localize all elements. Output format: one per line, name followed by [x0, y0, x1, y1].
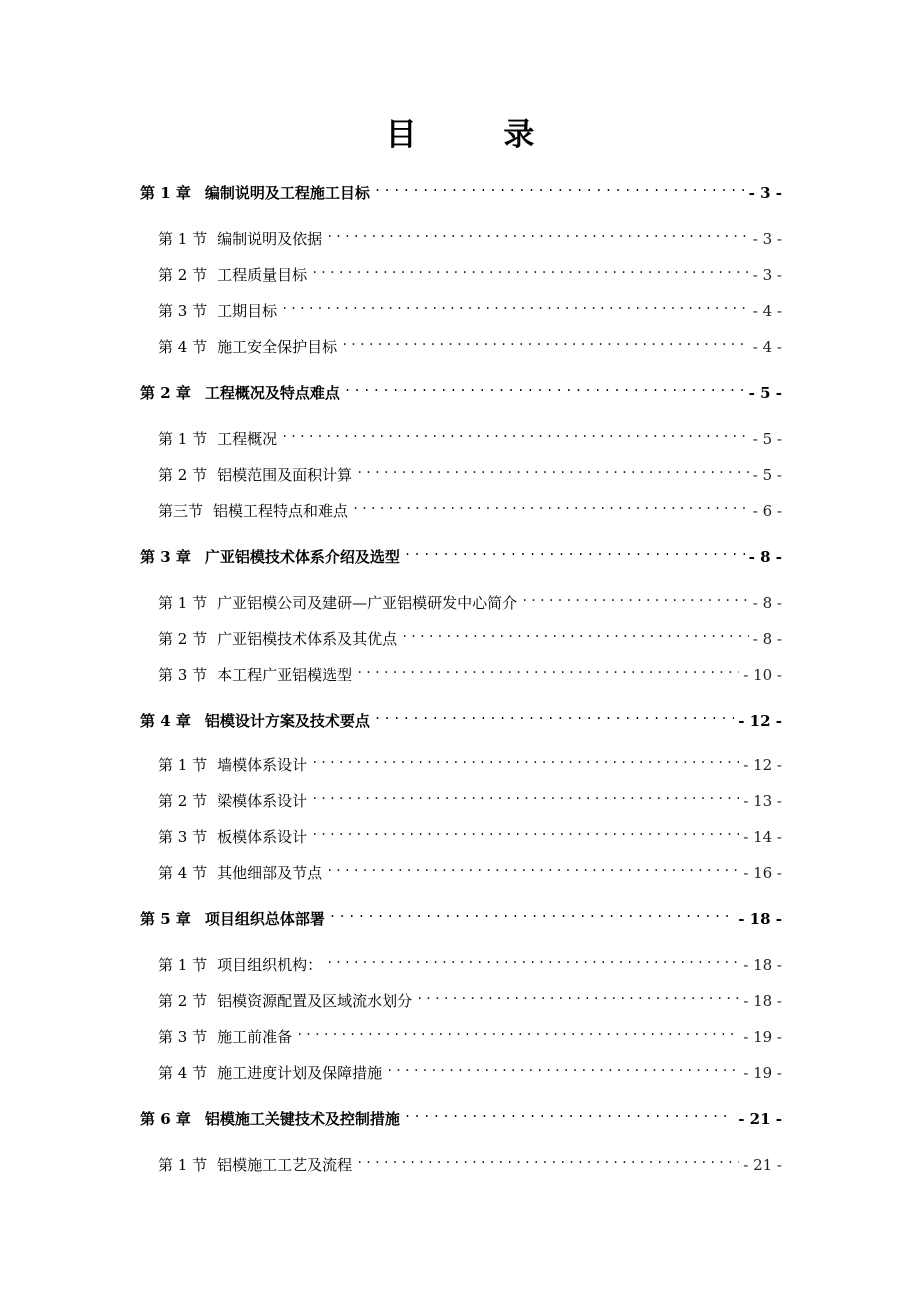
- section-number: 第 1 节: [158, 430, 208, 448]
- dot-leader: [329, 902, 734, 924]
- section-number: 第三节: [158, 502, 204, 520]
- section-number: 第 2 节: [158, 266, 208, 284]
- chapter-title: 广亚铝模技术体系介绍及选型: [204, 548, 400, 566]
- section-title: 施工安全保护目标: [217, 338, 338, 356]
- chapter-title: 项目组织总体部署: [204, 910, 325, 928]
- dot-leader: [281, 422, 749, 444]
- dot-leader: [404, 1102, 734, 1124]
- section-title: 本工程广亚铝模选型: [217, 666, 353, 684]
- page-number: - 6 -: [752, 502, 782, 520]
- section-title: 编制说明及依据: [217, 230, 323, 248]
- section-title: 工程概况: [217, 430, 278, 448]
- page-number: - 8 -: [752, 594, 782, 612]
- section-title: 梁模体系设计: [217, 792, 308, 810]
- dot-leader: [356, 1148, 739, 1170]
- page-number: - 3 -: [748, 184, 782, 202]
- dot-leader: [356, 658, 739, 680]
- section-title: 板模体系设计: [217, 828, 308, 846]
- chapter-number: 第 5 章: [140, 910, 191, 928]
- toc-section-entry[interactable]: [158, 586, 782, 612]
- section-number: 第 4 节: [158, 338, 208, 356]
- chapter-number: 第 1 章: [140, 184, 191, 202]
- page-number: - 3 -: [752, 230, 782, 248]
- toc-chapter-entry[interactable]: [140, 176, 782, 202]
- chapter-number: 第 4 章: [140, 712, 191, 730]
- toc-section-entry[interactable]: [158, 1148, 782, 1174]
- chapter-number: 第 3 章: [140, 548, 191, 566]
- dot-leader: [341, 330, 749, 352]
- toc-section-entry[interactable]: [158, 494, 782, 520]
- dot-leader: [326, 948, 739, 970]
- section-title: 项目组织机构：: [217, 956, 323, 974]
- toc-section-entry[interactable]: [158, 1020, 782, 1046]
- dot-leader: [374, 176, 745, 198]
- dot-leader: [344, 376, 745, 398]
- section-number: 第 3 节: [158, 1028, 208, 1046]
- page-number: - 19 -: [743, 1064, 782, 1082]
- dot-leader: [416, 984, 739, 1006]
- toc-chapter-entry[interactable]: [140, 902, 782, 928]
- dot-leader: [281, 294, 749, 316]
- section-title: 其他细部及节点: [217, 864, 323, 882]
- page-number: - 18 -: [743, 992, 782, 1010]
- toc-section-entry[interactable]: [158, 820, 782, 846]
- section-number: 第 3 节: [158, 666, 208, 684]
- dot-leader: [311, 820, 739, 842]
- page-number: - 19 -: [743, 1028, 782, 1046]
- dot-leader: [352, 494, 749, 516]
- section-number: 第 1 节: [158, 594, 208, 612]
- toc-section-entry[interactable]: [158, 458, 782, 484]
- section-number: 第 3 节: [158, 828, 208, 846]
- dot-leader: [311, 748, 739, 770]
- dot-leader: [326, 856, 739, 878]
- page-number: - 21 -: [738, 1110, 782, 1128]
- page-number: - 4 -: [752, 338, 782, 356]
- toc-chapter-entry[interactable]: [140, 376, 782, 402]
- section-title: 广亚铝模技术体系及其优点: [217, 630, 398, 648]
- toc-section-entry[interactable]: [158, 748, 782, 774]
- dot-leader: [521, 586, 749, 608]
- section-title: 工程质量目标: [217, 266, 308, 284]
- section-number: 第 1 节: [158, 756, 208, 774]
- section-number: 第 2 节: [158, 992, 208, 1010]
- section-title: 墙模体系设计: [217, 756, 308, 774]
- page-number: - 18 -: [738, 910, 782, 928]
- toc-section-entry[interactable]: [158, 330, 782, 356]
- toc-title: 目 录: [385, 117, 573, 153]
- page-number: - 10 -: [743, 666, 782, 684]
- dot-leader: [386, 1056, 739, 1078]
- page-number: - 4 -: [752, 302, 782, 320]
- dot-leader: [401, 622, 749, 644]
- section-title: 铝模资源配置及区域流水划分: [217, 992, 413, 1010]
- page-number: - 13 -: [743, 792, 782, 810]
- chapter-number: 第 2 章: [140, 384, 191, 402]
- page-number: - 5 -: [748, 384, 782, 402]
- dot-leader: [374, 704, 734, 726]
- page-number: - 5 -: [752, 466, 782, 484]
- section-number: 第 3 节: [158, 302, 208, 320]
- section-number: 第 2 节: [158, 792, 208, 810]
- toc-section-entry[interactable]: [158, 294, 782, 320]
- toc-chapter-entry[interactable]: [140, 1102, 782, 1128]
- page-number: - 12 -: [743, 756, 782, 774]
- chapter-title: 铝模设计方案及技术要点: [204, 712, 370, 730]
- page-number: - 16 -: [743, 864, 782, 882]
- dot-leader: [404, 540, 745, 562]
- section-number: 第 1 节: [158, 1156, 208, 1174]
- page-number: - 12 -: [738, 712, 782, 730]
- page-number: - 8 -: [752, 630, 782, 648]
- page-number: - 18 -: [743, 956, 782, 974]
- section-number: 第 1 节: [158, 230, 208, 248]
- toc-section-entry[interactable]: [158, 422, 782, 448]
- toc-section-entry[interactable]: [158, 784, 782, 810]
- page-number: - 8 -: [748, 548, 782, 566]
- toc-section-entry[interactable]: [158, 1056, 782, 1082]
- dot-leader: [356, 458, 749, 480]
- section-title: 广亚铝模公司及建研—广亚铝模研发中心简介: [217, 594, 518, 612]
- toc-section-entry[interactable]: [158, 856, 782, 882]
- chapter-title: 工程概况及特点难点: [204, 384, 340, 402]
- page-number: - 21 -: [743, 1156, 782, 1174]
- section-number: 第 4 节: [158, 864, 208, 882]
- toc-section-entry[interactable]: [158, 622, 782, 648]
- toc-section-entry[interactable]: [158, 258, 782, 284]
- page-number: - 3 -: [752, 266, 782, 284]
- section-number: 第 2 节: [158, 630, 208, 648]
- section-number: 第 2 节: [158, 466, 208, 484]
- section-number: 第 1 节: [158, 956, 208, 974]
- page-number: - 14 -: [743, 828, 782, 846]
- toc-chapter-entry[interactable]: [140, 540, 782, 566]
- dot-leader: [296, 1020, 739, 1042]
- section-title: 施工前准备: [217, 1028, 293, 1046]
- section-title: 工期目标: [217, 302, 278, 320]
- section-title: 铝模范围及面积计算: [217, 466, 353, 484]
- chapter-title: 编制说明及工程施工目标: [204, 184, 370, 202]
- dot-leader: [311, 258, 749, 280]
- dot-leader: [311, 784, 739, 806]
- chapter-title: 铝模施工关键技术及控制措施: [204, 1110, 400, 1128]
- toc-section-entry[interactable]: [158, 658, 782, 684]
- section-number: 第 4 节: [158, 1064, 208, 1082]
- chapter-number: 第 6 章: [140, 1110, 191, 1128]
- section-title: 铝模工程特点和难点: [213, 502, 349, 520]
- dot-leader: [326, 222, 749, 244]
- toc-section-entry[interactable]: [158, 948, 782, 974]
- toc-section-entry[interactable]: [158, 222, 782, 248]
- toc-section-entry[interactable]: [158, 984, 782, 1010]
- toc-chapter-entry[interactable]: [140, 704, 782, 730]
- section-title: 铝模施工工艺及流程: [217, 1156, 353, 1174]
- page-number: - 5 -: [752, 430, 782, 448]
- section-title: 施工进度计划及保障措施: [217, 1064, 383, 1082]
